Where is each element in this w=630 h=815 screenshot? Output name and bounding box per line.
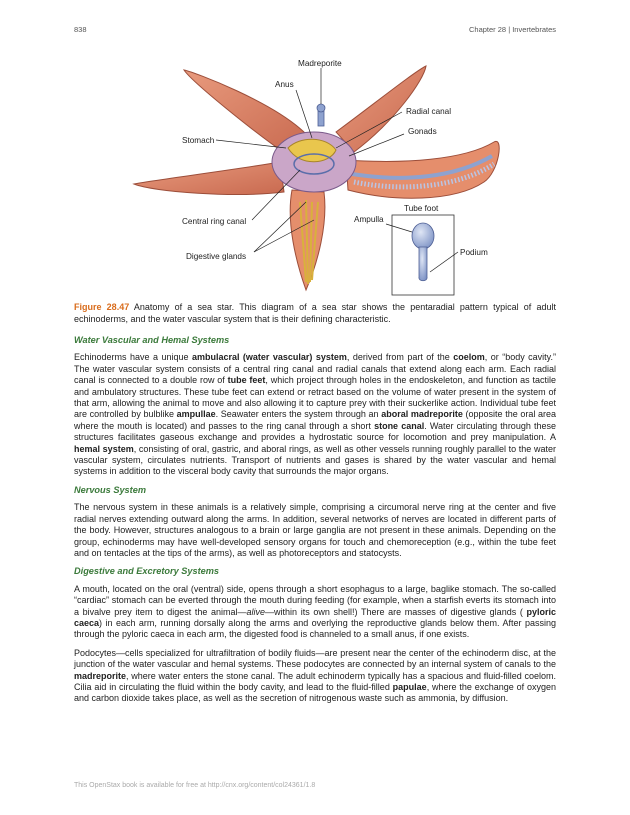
paragraph-excretory: Podocytes—cells specialized for ultrafiltration of bodily fluids—are present near the center of the echinoderm disc, at the junction of the water vascular and hemal systems. These podocytes are connected by an internal system of canals to the madreporite, where water enters the stone canal. The adult echinoderm typically has a spacious and fluid-filled coelom. Cilia aid in circulating the fluid within the body cavity, and lead to the fluid-filled papulae, where the exchange of oxygen and carbon dioxide takes place, as well as the secretion of nitrogenous waste such as ammonia, by diffusion. <box>74 647 556 704</box>
label-digestive-glands: Digestive glands <box>186 252 247 261</box>
label-ampulla: Ampulla <box>354 215 384 224</box>
footer-license-note: This OpenStax book is available for free at http://cnx.org/content/col24361/1.8 <box>74 782 316 789</box>
body-content <box>74 335 556 712</box>
paragraph-digestive: A mouth, located on the oral (ventral) side, opens through a short esophagus to a large, baglike stomach. The so-called “cardiac” stomach can be everted through the mouth during feeding (for example, when a starfish everts its stomach into a bivalve prey item to digest the animal—alive—within its own shell!) There are masses of digestive glands ( pyloric caeca) in each arm, running dorsally along the arms and overlying the reproductive glands below them. After passing through the pyloric caeca in each arm, the digested food is channeled to a small anus, if one exists. <box>74 583 556 640</box>
arm-right <box>346 141 499 198</box>
page-number: 838 <box>74 25 87 34</box>
caption-text: Anatomy of a sea star. This diagram of a sea star shows the pentaradial pattern typical of adult echinoderms, and the water vascular system that is their defining characteristic. <box>74 302 557 324</box>
label-radial-canal: Radial canal <box>406 107 452 116</box>
figure-number: Figure 28.47 <box>74 302 130 312</box>
chapter-title: Chapter 28 | Invertebrates <box>469 25 556 34</box>
heading-water-vascular: Water Vascular and Hemal Systems <box>74 335 230 345</box>
paragraph-water-vascular: Echinoderms have a unique ambulacral (water vascular) system, derived from part of the coelom, or “body cavity.” The water vascular system consists of a central ring canal and radial canals that extend along each arm. Each radial canal is connected to a double row of tube feet, which project through holes in the endoskeleton, and function as tactile and ambulatory structures. These tube feet can extend or retract based on the volume of water present in the system of that arm, allowing the animal to move and also allowing it to capture prey with their suckerlike action. Individual tube feet are controlled by bulblike ampullae. Seawater enters the system through an aboral madreporite (opposite the oral area where the mouth is located) and passes to the ring canal through a short stone canal. Water circulating through these structures facilitates gaseous exchange and provides a hydrostatic source for locomotion and prey manipulation. A hemal system, consisting of oral, gastric, and aboral rings, as well as other vessels running roughly parallel to the water vascular system, circulates nutrients. Transport of nutrients and gases is shared by the water vascular and hemal systems in addition to the visceral body cavity that surrounds the major organs. <box>74 352 557 477</box>
label-gonads: Gonads <box>408 127 437 136</box>
heading-digestive-excretory: Digestive and Excretory Systems <box>74 566 220 577</box>
arm-left <box>134 162 284 194</box>
sea-star-diagram <box>74 52 556 297</box>
paragraph-nervous-system: The nervous system in these animals is a relatively simple, comprising a circumoral nerve ring at the center and five radial nerves extending outward along the arms. In addition, several networks of nerves are located in different parts of the body. However, structures analogous to a brain or large ganglia are not present in these animals. Depending on the group, echinoderms may have well-developed sensory organs for touch and chemoreception (e.g., within the tube feet and on tentacles at the tips of the arms), as well as photoreceptors and statocysts. <box>74 502 556 558</box>
sea-star-anatomy-figure <box>74 52 556 297</box>
figure-caption <box>74 302 556 325</box>
label-central-ring-canal: Central ring canal <box>182 217 247 226</box>
podium-stalk <box>419 247 427 281</box>
label-podium: Podium <box>460 248 488 257</box>
ampulla-bulb <box>412 223 434 249</box>
label-tube-foot: Tube foot <box>404 204 439 213</box>
label-stomach: Stomach <box>182 136 215 145</box>
heading-nervous-system: Nervous System <box>74 484 147 495</box>
label-anus: Anus <box>275 80 294 89</box>
label-madreporite: Madreporite <box>298 59 342 68</box>
